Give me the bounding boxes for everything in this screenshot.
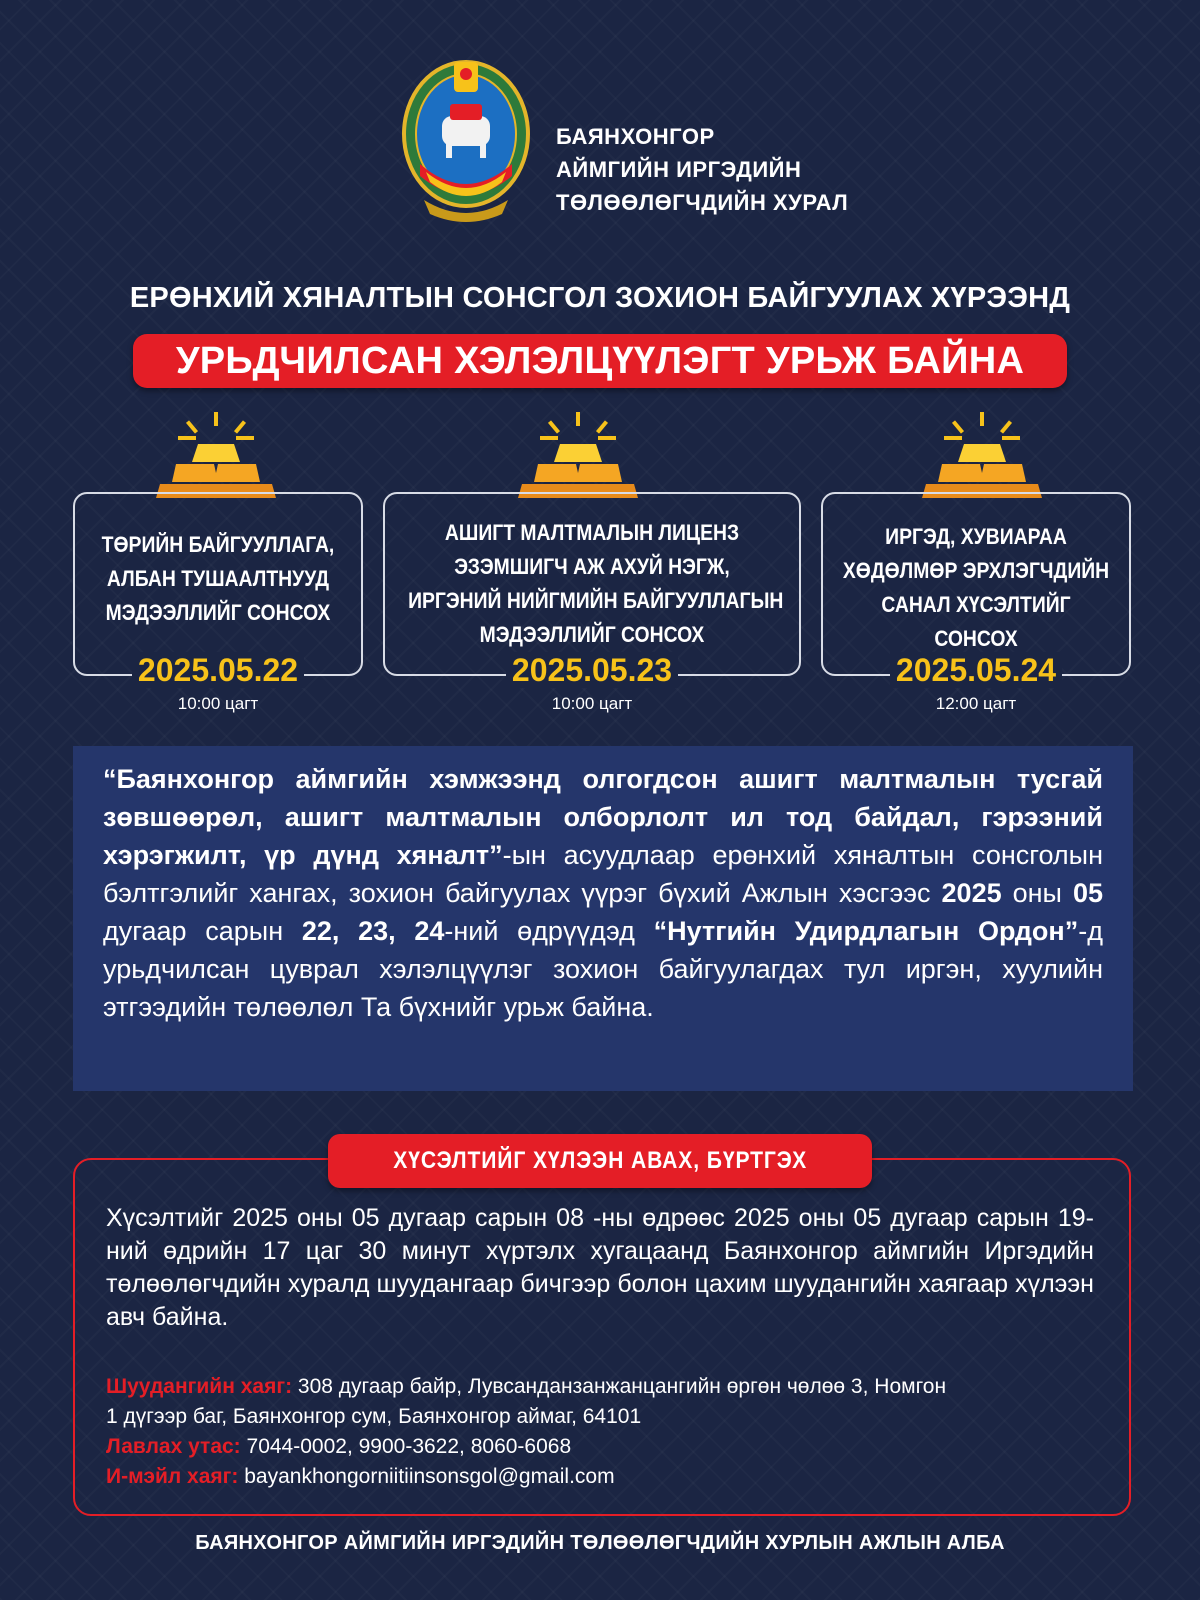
event-1-description	[90, 528, 345, 630]
address-label: Шуудангийн хаяг:	[106, 1375, 293, 1398]
org-title-line1: БАЯНХОНГОР	[556, 124, 715, 149]
event-3-line: ИРГЭД, ХУВИАРАА	[885, 524, 1067, 549]
venue: “Нутгийн Удирдлагын Ордон”	[653, 916, 1079, 946]
gold-bars-icon	[156, 412, 276, 502]
invitation-banner: УРЬДЧИЛСАН ХЭЛЭЛЦҮҮЛЭГТ УРЬЖ БАЙНА	[133, 334, 1067, 388]
event-3-line: САНАЛ ХҮСЭЛТИЙГ	[881, 592, 1071, 617]
event-3-line: СОНСОХ	[934, 626, 1018, 651]
registration-title: ХҮСЭЛТИЙГ ХҮЛЭЭН АВАХ, БҮРТГЭХ	[393, 1147, 807, 1174]
topic-quote: “Баянхонгор аймгийн хэмжээнд олгогдсон ашигт малтмалын тусгай зөвшөөрөл, ашигт малтмалын олборлолт ил тод байдал, гэрээний хэрэгжилт, үр дүнд хяналт”	[103, 764, 1103, 870]
event-2-line: АШИГТ МАЛТМАЛЫН ЛИЦЕНЗ	[444, 520, 740, 545]
days: 22, 23, 24	[301, 916, 445, 946]
gold-bars-icon	[518, 412, 638, 502]
event-2-description	[408, 516, 784, 652]
announcement-text	[103, 760, 1103, 1026]
address-value: 308 дугаар байр, Лувсанданзанжанцангийн өргөн чөлөө 3, Номгон	[292, 1375, 947, 1398]
org-title-line3: ТӨЛӨӨЛӨГЧДИЙН ХУРАЛ	[556, 190, 849, 215]
event-2-line: ЭЗЭМШИГЧ АЖ АХУЙ НЭГЖ,	[454, 554, 730, 579]
event-1-date: 2025.05.22	[132, 652, 304, 688]
phone-value: 7044-0002, 9900-3622, 8060-6068	[240, 1435, 572, 1458]
text-segment: -ын асуудлаар ерөнхий хяналтын сонсголын бэлтгэлийг хангах, зохион байгуулах үүрэг бүхий Ажлын хэсгээс	[103, 840, 1103, 908]
event-1-line: МЭДЭЭЛЛИЙГ СОНСОХ	[105, 600, 331, 625]
event-3-line: ХӨДӨЛМӨР ЭРХЛЭГЧДИЙН	[842, 558, 1110, 583]
event-1-line: ТӨРИЙН БАЙГУУЛЛАГА,	[101, 532, 335, 557]
contact-info	[106, 1372, 1106, 1492]
text-segment: -ний өдрүүдэд	[444, 916, 654, 946]
text-segment: -д урьдчилсан цуврал хэлэлцүүлэг зохион байгуулагдах тул иргэн, хуулийн этгээдийн төлөөлөл Та бүхнийг урьж байна.	[103, 916, 1103, 1022]
email-label: И-мэйл хаяг:	[106, 1465, 239, 1488]
text-segment: оны	[1001, 878, 1073, 908]
event-1-time: 10:00 цагт	[177, 694, 259, 713]
event-2-line: МЭДЭЭЛЛИЙГ СОНСОХ	[479, 622, 705, 647]
registration-text: Хүсэлтийг 2025 оны 05 дугаар сарын 08 -ны өдрөөс 2025 оны 05 дугаар сарын 19-ний өдрийн 17 цаг 30 минут хүртэлх хугацаанд Баянхонгор аймгийн Иргэдийн төлөөлөгчдийн хуралд шуудангаар бичгээр болон цахим шуудангийн хаягаар хүлээн авч байна.	[106, 1204, 1094, 1331]
emblem-icon	[402, 54, 530, 226]
event-3-time: 12:00 цагт	[935, 694, 1017, 713]
text-segment: дугаар сарын	[103, 916, 302, 946]
event-2-date: 2025.05.23	[506, 652, 678, 688]
address-value-line2: 1 дүгээр баг, Баянхонгор сум, Баянхонгор аймаг, 64101	[106, 1405, 642, 1428]
registration-banner	[328, 1134, 872, 1188]
month: 05	[1072, 878, 1103, 908]
organization-title	[556, 120, 848, 219]
org-title-line2: АЙМГИЙН ИРГЭДИЙН	[556, 157, 802, 182]
event-2-line: ИРГЭНИЙ НИЙГМИЙН БАЙГУУЛЛАГЫН	[408, 588, 784, 613]
event-1-line: АЛБАН ТУШААЛТНУУД	[106, 566, 330, 591]
email-value: bayankhongorniitiinsonsgol@gmail.com	[238, 1465, 615, 1488]
event-2-time: 10:00 цагт	[551, 694, 633, 713]
event-3-date: 2025.05.24	[890, 652, 1062, 688]
headline: ЕРӨНХИЙ ХЯНАЛТЫН СОНСГОЛ ЗОХИОН БАЙГУУЛАХ ХҮРЭЭНД	[129, 282, 1071, 314]
footer: БАЯНХОНГОР АЙМГИЙН ИРГЭДИЙН ТӨЛӨӨЛӨГЧДИЙН ХУРЛЫН АЖЛЫН АЛБА	[195, 1532, 1005, 1554]
event-3-description	[840, 520, 1113, 656]
year: 2025	[941, 878, 1002, 908]
phone-label: Лавлах утас:	[106, 1435, 241, 1458]
gold-bars-icon	[922, 412, 1042, 502]
